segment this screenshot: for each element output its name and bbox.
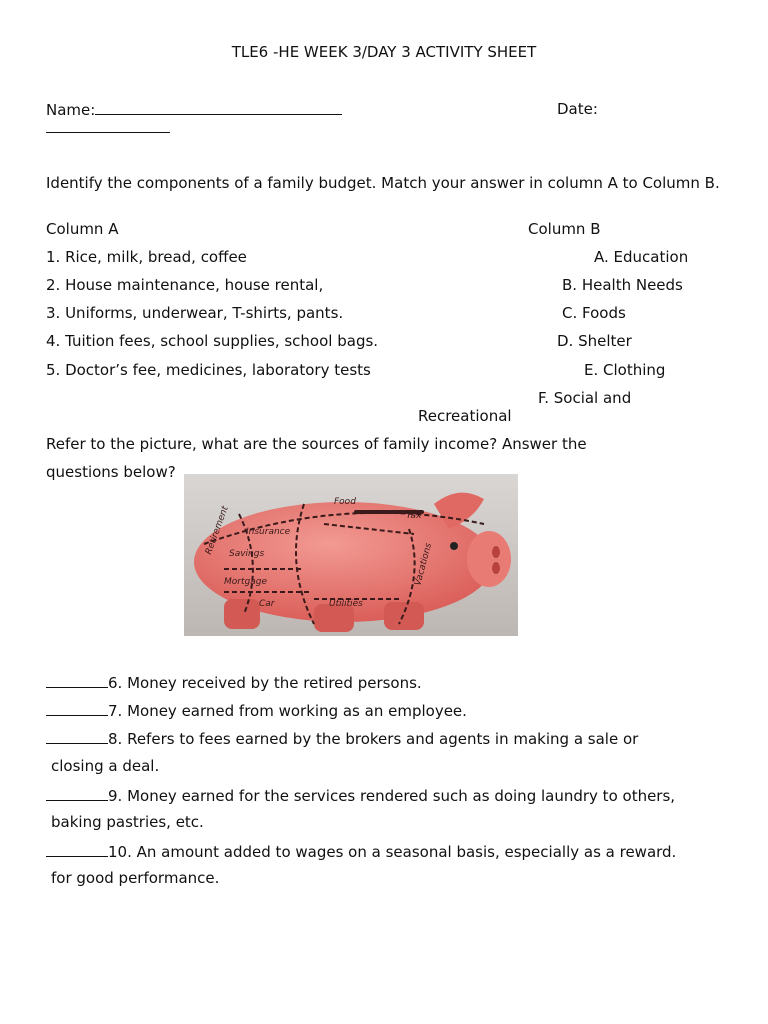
column-b-item: D. Shelter — [557, 332, 632, 350]
column-a-item: 1. Rice, milk, bread, coffee — [46, 248, 247, 266]
question-9-cont: baking pastries, etc. — [51, 813, 204, 831]
column-a-item: 2. House maintenance, house rental, — [46, 276, 324, 294]
question-text: 7. Money earned from working as an employee. — [108, 702, 467, 720]
question-text: 8. Refers to fees earned by the brokers and agents in making a sale or — [108, 730, 639, 748]
answer-blank — [46, 729, 108, 744]
date-blank — [46, 118, 170, 133]
column-a-item: 3. Uniforms, underwear, T-shirts, pants. — [46, 304, 344, 322]
question-text: 10. An amount added to wages on a seasonal basis, especially as a reward. — [108, 843, 677, 861]
column-b-item: C. Foods — [562, 304, 626, 322]
column-a-heading: Column A — [46, 220, 119, 238]
question-8 — [46, 729, 638, 748]
piggy-bank-image — [184, 474, 518, 636]
question-6 — [46, 673, 422, 692]
question-10-cont: for good performance. — [51, 869, 220, 887]
label-utilities: Utilities — [329, 599, 363, 609]
column-b-heading: Column B — [528, 220, 601, 238]
question-text: 9. Money earned for the services rendered such as doing laundry to others, — [108, 787, 676, 805]
column-b-item: A. Education — [594, 248, 689, 266]
question-8-cont: closing a deal. — [51, 757, 160, 775]
label-mortgage: Mortgage — [224, 577, 267, 587]
column-a-item: 4. Tuition fees, school supplies, school bags. — [46, 332, 379, 350]
name-label: Name: — [46, 101, 96, 119]
answer-blank — [46, 673, 108, 688]
question-10 — [46, 842, 676, 861]
answer-blank — [46, 842, 108, 857]
name-field — [46, 100, 342, 119]
label-retirement: Retirement — [204, 504, 231, 556]
picture-prompt-cont: questions below? — [46, 463, 176, 481]
question-7 — [46, 701, 467, 720]
label-car: Car — [259, 599, 275, 609]
label-food: Food — [334, 497, 356, 507]
date-label: Date: — [557, 100, 598, 118]
question-text: 6. Money received by the retired persons. — [108, 674, 422, 692]
column-a-item: 5. Doctor’s fee, medicines, laboratory tests — [46, 361, 371, 379]
label-insurance: Insurance — [246, 527, 291, 537]
answer-blank — [46, 786, 108, 801]
answer-blank — [46, 701, 108, 716]
label-vacations: Vacations — [413, 542, 435, 587]
question-9 — [46, 786, 675, 805]
page-title: TLE6 -HE WEEK 3/DAY 3 ACTIVITY SHEET — [231, 43, 537, 61]
picture-prompt: Refer to the picture, what are the sources of family income? Answer the — [46, 435, 587, 453]
label-tax: Tax — [406, 511, 422, 521]
label-savings: Savings — [229, 549, 265, 559]
name-blank — [95, 100, 342, 115]
column-b-item: E. Clothing — [584, 361, 666, 379]
column-b-item: F. Social and — [538, 389, 632, 407]
column-b-item: B. Health Needs — [562, 276, 683, 294]
instructions: Identify the components of a family budget. Match your answer in column A to Column B. — [46, 174, 720, 192]
column-b-item-wrap: Recreational — [418, 407, 512, 425]
